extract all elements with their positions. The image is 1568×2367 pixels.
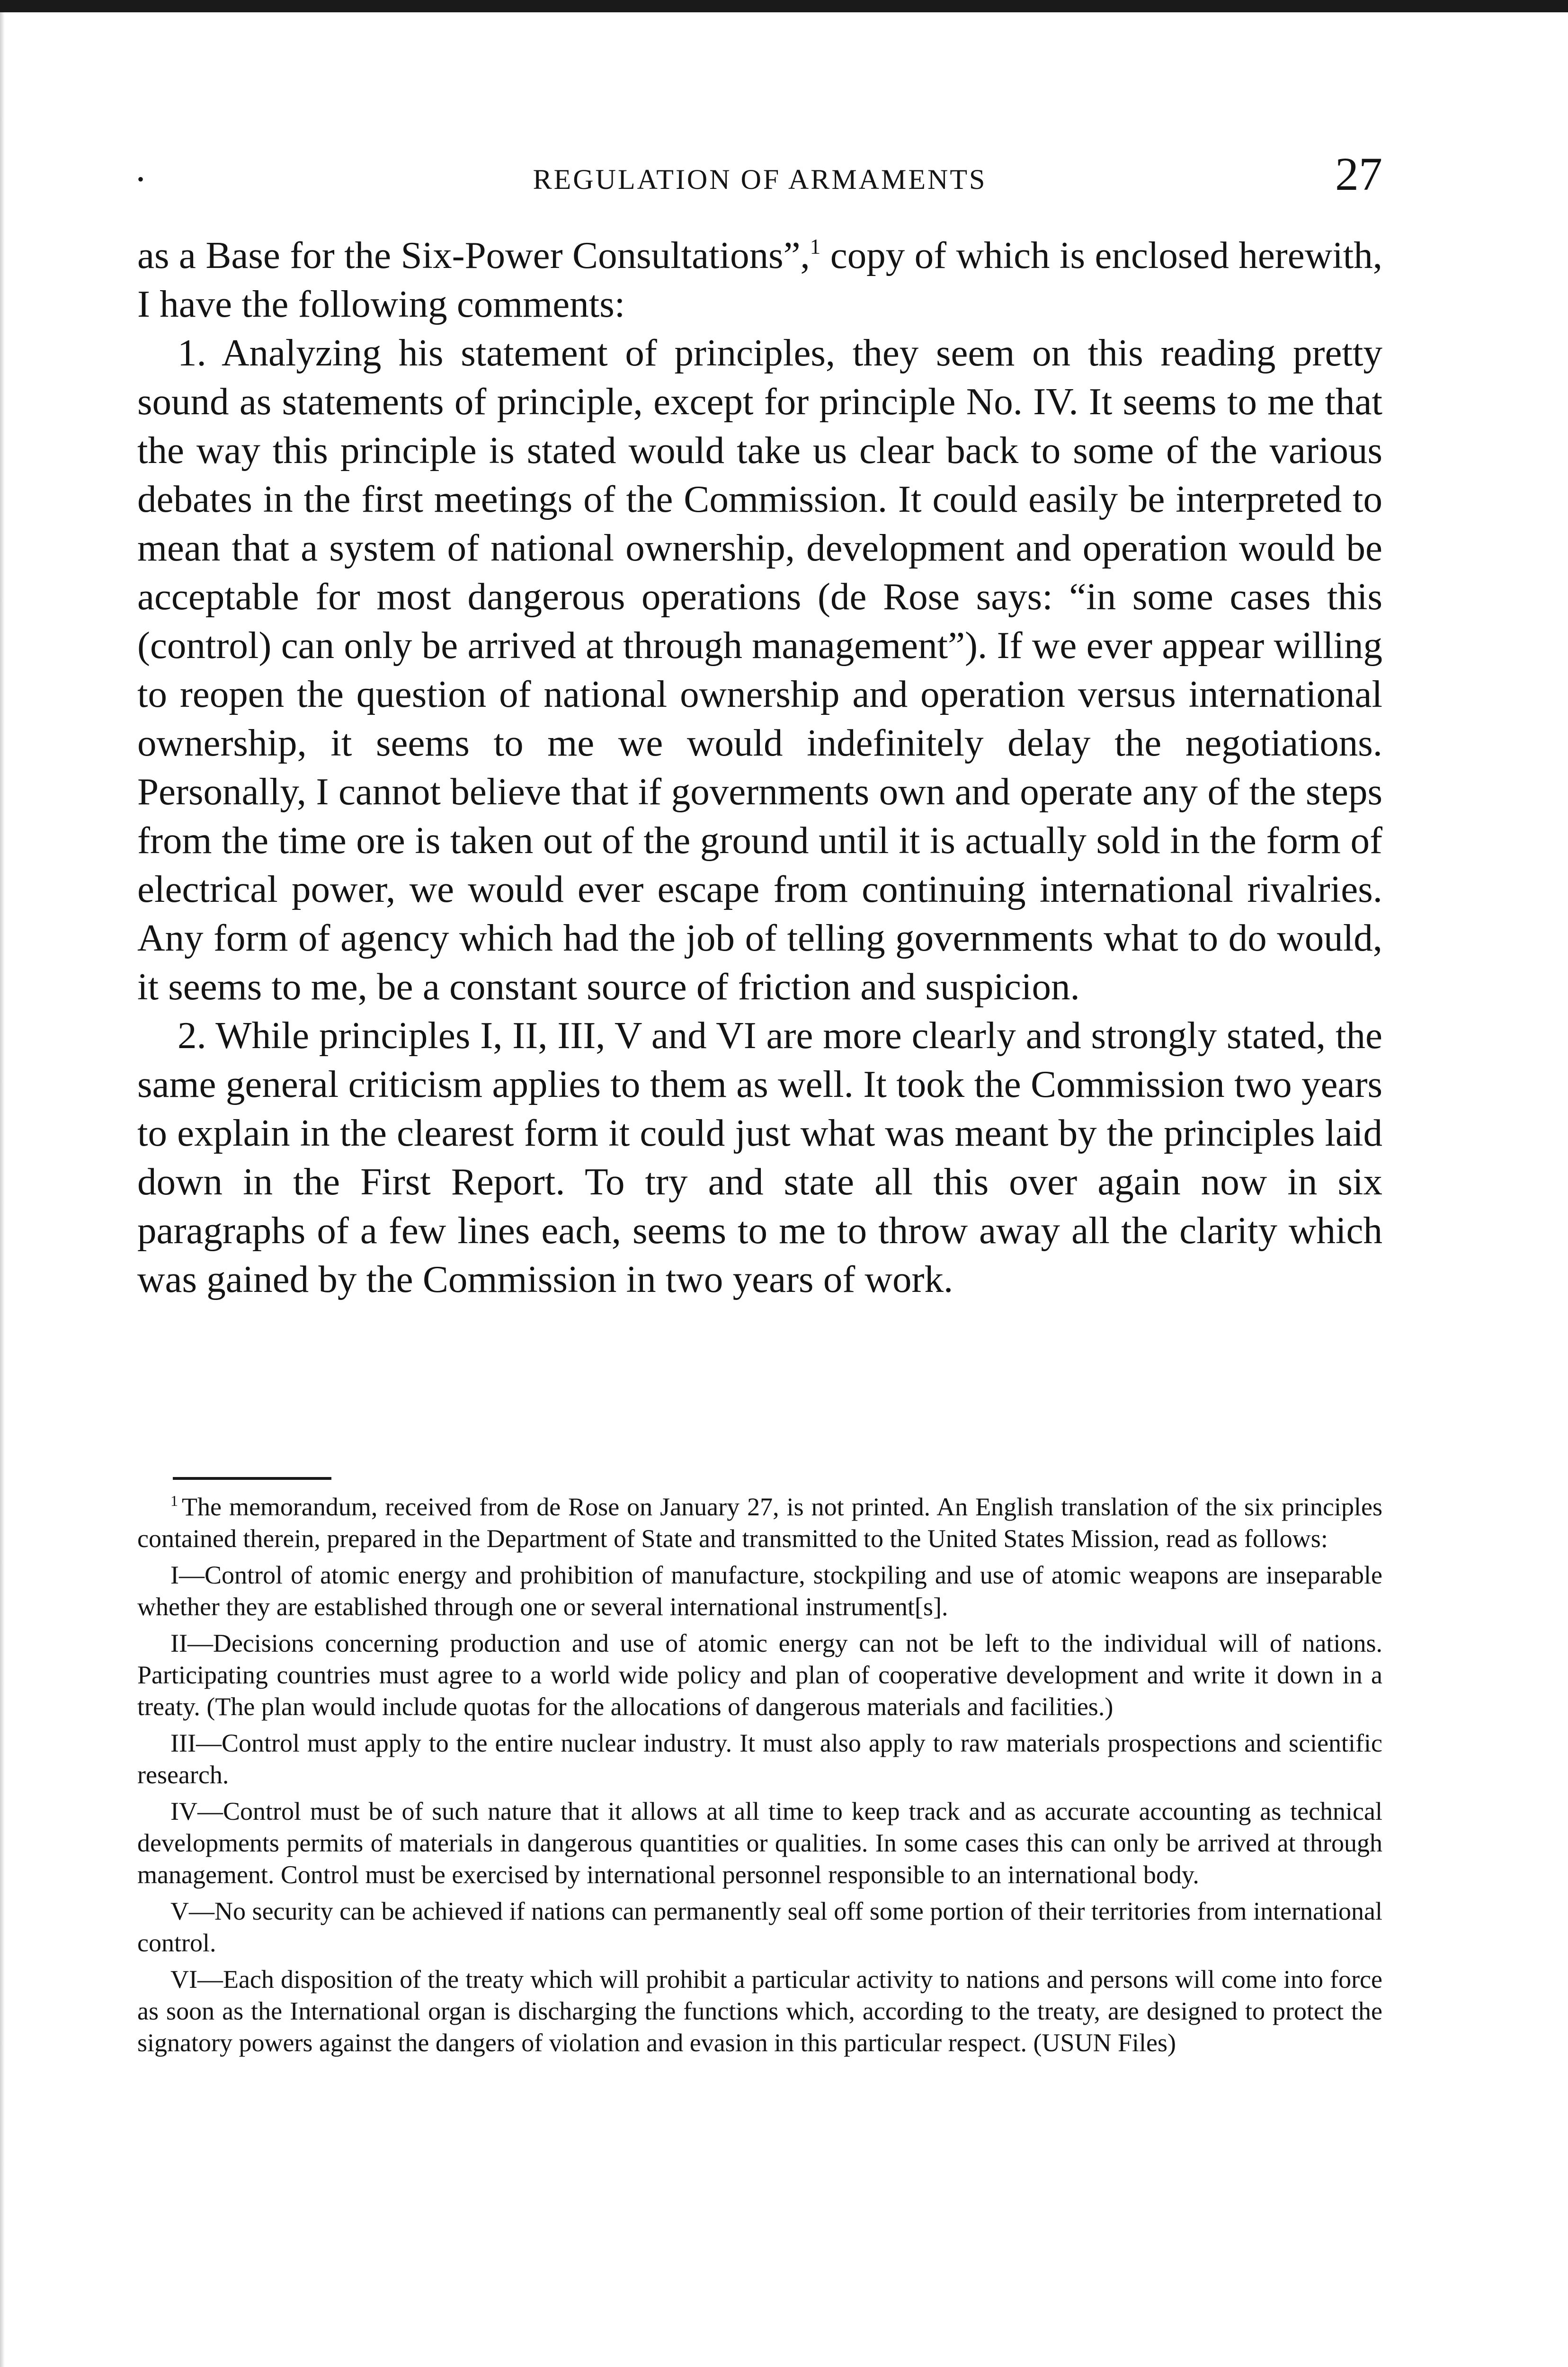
footnote-principle-3: III—Control must apply to the entire nuclear industry. It must also apply to raw materials prospections and scientific research. — [137, 1729, 1382, 1789]
page-edge-shadow — [0, 12, 5, 2367]
running-head: REGULATION OF ARMAMENTS — [533, 164, 987, 195]
paragraph-continuation — [137, 231, 1382, 329]
body-text — [137, 231, 1382, 1304]
footnote-principle-1: I—Control of atomic energy and prohibition of manufacture, stockpiling and use of atomic weapons are inseparable whether they are established through one or several international instrument[s]. — [137, 1561, 1382, 1621]
footnote-principle-5: V—No security can be achieved if nations can permanently seal off some portion of their territories from international control. — [137, 1897, 1382, 1957]
paragraph-1: 1. Analyzing his statement of principles, they seem on this reading pretty sound as statements of principle, except for principle No. IV. It seems to me that the way this principle is stated would take us clear back to some of the various debates in the first meetings of the Commission. It could easily be interpreted to mean that a system of national ownership, development and operation would be acceptable for most dangerous operations (de Rose says: “in some cases this (control) can only be arrived at through management”). If we ever appear willing to reopen the question of national ownership and operation versus international ownership, it seems to me we would indefinitely delay the negotiations. Personally, I cannot believe that if governments own and operate any of the steps from the time ore is taken out of the ground until it is actually sold in the form of electrical power, we would ever escape from continuing international rivalries. Any form of agency which had the job of telling governments what to do would, it seems to me, be a constant source of friction and suspicion. — [137, 331, 1382, 1008]
page-top-border — [0, 0, 1568, 12]
footnotes — [137, 1491, 1382, 2059]
paragraph-continuation-rest: copy of which is enclosed herewith, I have the following comments: — [137, 234, 1382, 325]
paragraph-continuation-text: as a Base for the Six-Power Consultations”, — [137, 234, 810, 276]
footnote-mark: 1 — [170, 1492, 178, 1509]
paragraph-2: 2. While principles I, II, III, V and VI are more clearly and strongly stated, the same general criticism applies to them as well. It took the Commission two years to explain in the clearest form it could just what was meant by the principles laid down in the First Report. To try and state all this over again now in six paragraphs of a few lines each, seems to me to throw away all the clarity which was gained by the Commission in two years of work. — [137, 1014, 1382, 1300]
footnote-reference: 1 — [810, 235, 821, 258]
footnote-principle-4: IV—Control must be of such nature that it allows at all time to keep track and as accurate accounting as technical developments permits of materials in dangerous quantities or qualities. In some cases this can only be arrived at through management. Control must be exercised by international personnel responsible to an international body. — [137, 1797, 1382, 1889]
footnote-intro-text: The memorandum, received from de Rose on January 27, is not printed. An English translation of the six principles contained therein, prepared in the Department of State and transmitted to the United States Mission, read as follows: — [137, 1493, 1382, 1553]
margin-mark: • — [137, 169, 144, 190]
footnote-principle-6: VI—Each disposition of the treaty which will prohibit a particular activity to nations and persons will come into force as soon as the International organ is discharging the functions which, according to the treaty, are designed to protect the signatory powers against the dangers of violation and evasion in this particular respect. (USUN Files) — [137, 1965, 1382, 2057]
footnote-rule — [173, 1477, 331, 1480]
page-header — [137, 142, 1382, 213]
footnote-principle-2: II—Decisions concerning production and use of atomic energy can not be left to the individual will of nations. Participating countries must agree to a world wide policy and plan of cooperative development and write it down in a treaty. (The plan would include quotas for the allocations of dangerous materials and facilities.) — [137, 1629, 1382, 1721]
page-number: 27 — [1335, 148, 1382, 200]
footnote-intro — [137, 1491, 1382, 1555]
